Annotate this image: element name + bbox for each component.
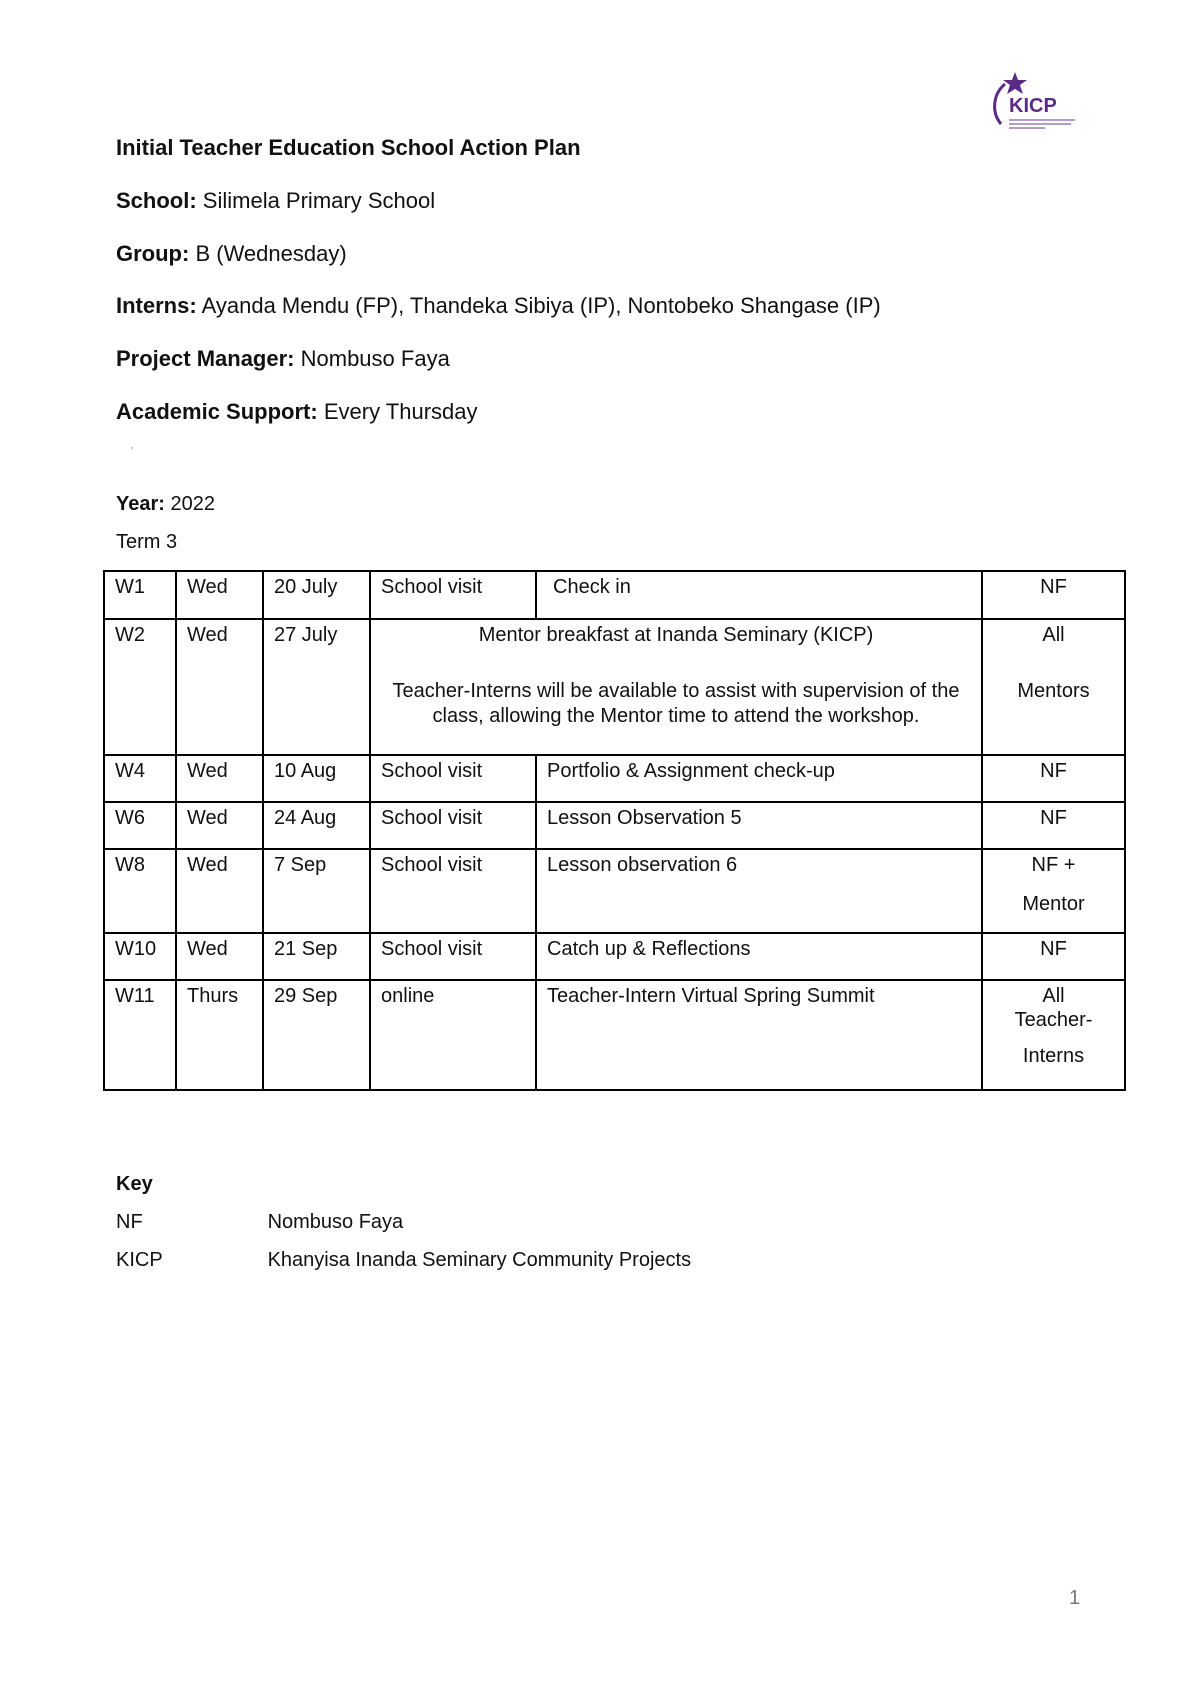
- academic-support-label: Academic Support:: [116, 399, 318, 424]
- activity-cell: Check in: [536, 571, 982, 619]
- week-cell: W6: [104, 802, 176, 849]
- date-cell: 21 Sep: [263, 933, 370, 980]
- responsible-cell: NF: [982, 571, 1125, 619]
- key-meaning: Nombuso Faya: [267, 1211, 404, 1233]
- key-row: [116, 1211, 403, 1234]
- week-cell: W11: [104, 980, 176, 1090]
- day-cell: Wed: [176, 802, 263, 849]
- project-manager-label: Project Manager:: [116, 346, 295, 371]
- date-cell: 10 Aug: [263, 755, 370, 802]
- page-number: 1: [1069, 1587, 1081, 1609]
- key-row: [116, 1249, 691, 1272]
- table-row: [104, 571, 1125, 619]
- week-cell: W1: [104, 571, 176, 619]
- school-field: [116, 187, 435, 215]
- group-value: B (Wednesday): [195, 241, 347, 266]
- day-cell: Wed: [176, 571, 263, 619]
- day-cell: Thurs: [176, 980, 263, 1090]
- key-abbreviation: NF: [116, 1211, 143, 1233]
- group-label: Group:: [116, 241, 190, 266]
- interns-field: [116, 292, 881, 320]
- interns-value: Ayanda Mendu (FP), Thandeka Sibiya (IP), Nontobeko Shangase (IP): [201, 293, 881, 318]
- table-row: [104, 849, 1125, 933]
- event-title: Mentor breakfast at Inanda Seminary (KICP): [478, 624, 874, 646]
- day-cell: Wed: [176, 755, 263, 802]
- responsible-line: Interns: [1022, 1045, 1085, 1067]
- activity-cell: Portfolio & Assignment check-up: [536, 755, 982, 802]
- type-cell: School visit: [370, 933, 536, 980]
- responsible-line: All: [1042, 985, 1065, 1007]
- responsible-cell: NF: [982, 802, 1125, 849]
- responsible-cell: [982, 980, 1125, 1090]
- day-cell: Wed: [176, 849, 263, 933]
- interns-label: Interns:: [116, 293, 197, 318]
- key-heading: Key: [116, 1173, 153, 1195]
- type-cell: online: [370, 980, 536, 1090]
- date-cell: 29 Sep: [263, 980, 370, 1090]
- year-value: 2022: [170, 493, 215, 515]
- date-cell: 20 July: [263, 571, 370, 619]
- key-meaning: Khanyisa Inanda Seminary Community Projects: [267, 1249, 692, 1271]
- responsible-line: NF +: [1031, 854, 1076, 876]
- project-manager-value: Nombuso Faya: [300, 346, 450, 371]
- merged-activity-cell: [370, 619, 982, 755]
- group-field: [116, 240, 347, 268]
- academic-support-value: Every Thursday: [323, 399, 478, 424]
- table-row: [104, 933, 1125, 980]
- responsible-line: Mentor: [1022, 893, 1085, 915]
- date-cell: 27 July: [263, 619, 370, 755]
- type-cell: School visit: [370, 571, 536, 619]
- document-title: Initial Teacher Education School Action Plan: [116, 135, 581, 160]
- type-cell: School visit: [370, 755, 536, 802]
- project-manager-field: [116, 345, 450, 373]
- responsible-cell: NF: [982, 933, 1125, 980]
- responsible-cell: [982, 619, 1125, 755]
- day-cell: Wed: [176, 933, 263, 980]
- table-row: [104, 802, 1125, 849]
- activity-cell: Lesson Observation 5: [536, 802, 982, 849]
- week-cell: W4: [104, 755, 176, 802]
- table-row: [104, 755, 1125, 802]
- table-row: [104, 619, 1125, 755]
- svg-text:KICP: KICP: [1009, 95, 1057, 117]
- responsible-line: All: [1042, 624, 1065, 646]
- year-field: [116, 490, 215, 518]
- school-label: School:: [116, 188, 197, 213]
- school-value: Silimela Primary School: [202, 188, 436, 213]
- term-label: Term 3: [116, 531, 178, 553]
- kicp-logo: [985, 68, 1095, 136]
- event-note: Teacher-Interns will be available to assist with supervision of the class, allowing the Mentor time to attend the workshop.: [392, 680, 960, 727]
- type-cell: School visit: [370, 849, 536, 933]
- action-plan-table: [103, 570, 1126, 1091]
- activity-cell: Catch up & Reflections: [536, 933, 982, 980]
- activity-cell: Lesson observation 6: [536, 849, 982, 933]
- responsible-cell: NF: [982, 755, 1125, 802]
- stray-mark: ': [131, 446, 133, 457]
- type-cell: School visit: [370, 802, 536, 849]
- week-cell: W8: [104, 849, 176, 933]
- activity-cell: Teacher-Intern Virtual Spring Summit: [536, 980, 982, 1090]
- week-cell: W10: [104, 933, 176, 980]
- table-row: [104, 980, 1125, 1090]
- date-cell: 24 Aug: [263, 802, 370, 849]
- key-abbreviation: KICP: [116, 1249, 163, 1271]
- responsible-cell: [982, 849, 1125, 933]
- day-cell: Wed: [176, 619, 263, 755]
- week-cell: W2: [104, 619, 176, 755]
- year-label: Year:: [116, 493, 165, 515]
- date-cell: 7 Sep: [263, 849, 370, 933]
- responsible-line: Teacher-: [1014, 1009, 1093, 1031]
- responsible-line: Mentors: [1017, 680, 1090, 702]
- academic-support-field: [116, 398, 477, 426]
